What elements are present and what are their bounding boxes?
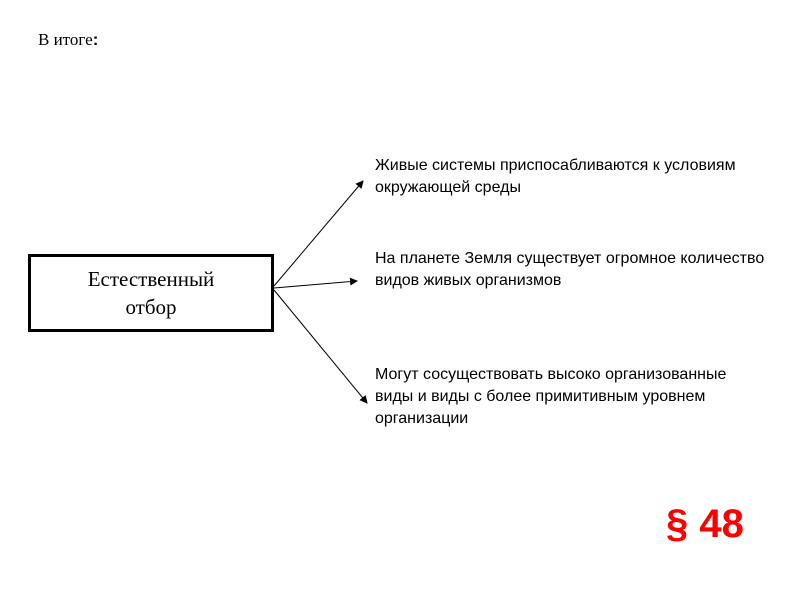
arrow-to-outcome-3 — [274, 290, 367, 403]
summary-heading-text: В итоге — [38, 30, 93, 49]
outcome-coexistence: Могут сосуществовать высоко организованные виды и виды с более примитивным уровнем организации — [375, 366, 727, 427]
paragraph-reference: § 48 — [666, 502, 744, 546]
summary-heading-colon: : — [92, 30, 99, 49]
natural-selection-label: Естественный отбор — [87, 267, 215, 319]
outcome-adaptation: Живые системы приспосабливаются к условиям окружающей среды — [375, 157, 736, 196]
arrow-to-outcome-1 — [274, 181, 363, 286]
outcome-species-diversity: На планете Земля существует огромное количество видов живых организмов — [375, 250, 765, 289]
arrow-to-outcome-2 — [274, 281, 357, 288]
